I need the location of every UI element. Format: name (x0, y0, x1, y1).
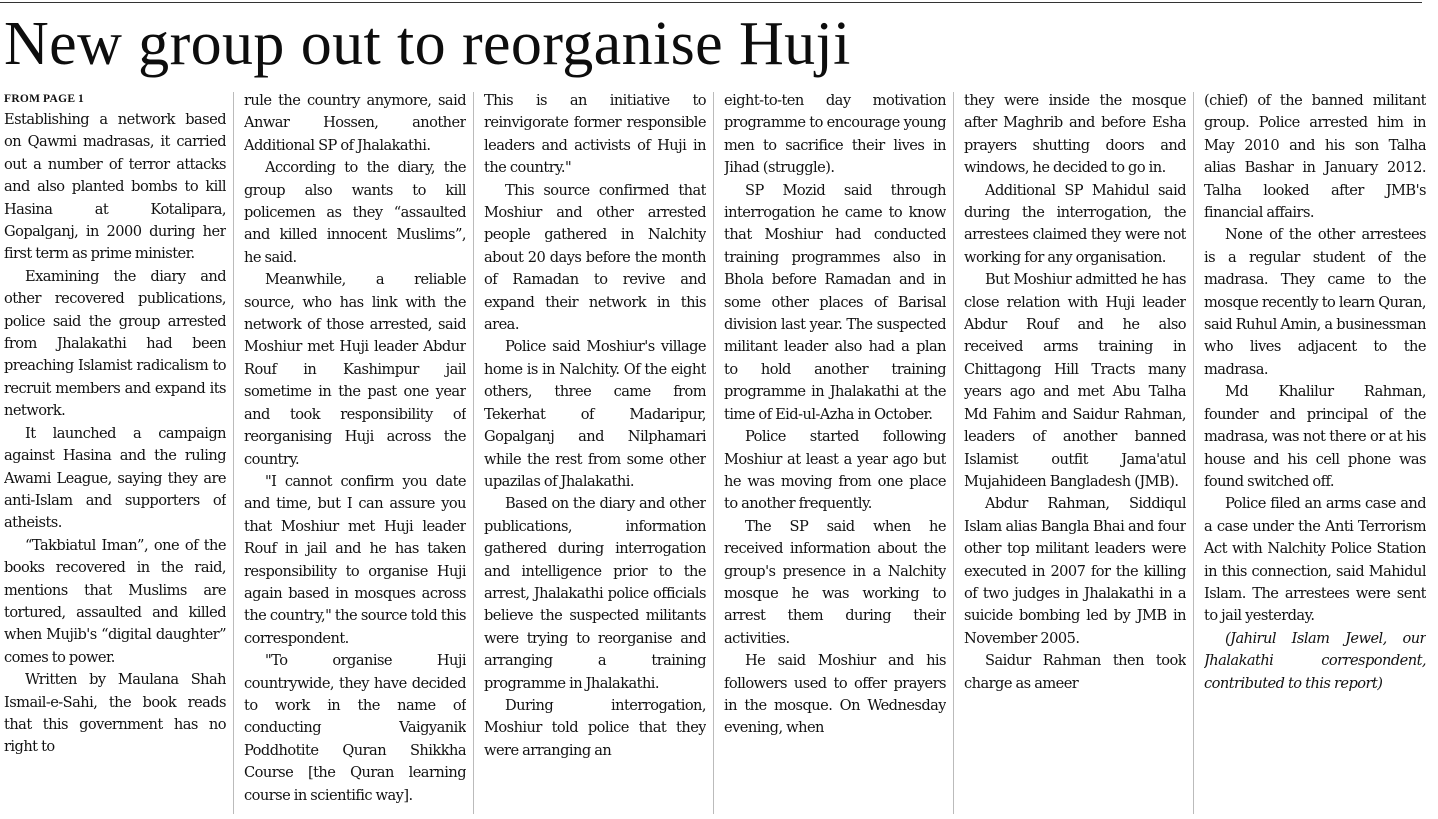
article-column-6 (1204, 90, 1426, 818)
paragraph: Saidur Rahman then took charge as ameer (964, 652, 1186, 692)
paragraph: The SP said when he received information about the group's presence in a Nalchity mosque he was working to arrest them during their activities. (724, 517, 946, 647)
article-column-5 (964, 90, 1186, 818)
article-column-3 (484, 90, 706, 818)
paragraph: eight-to-ten day motivation programme to encourage young men to sacrifice their lives in Jihad (struggle). (724, 92, 946, 177)
paragraph: "I cannot confirm you date and time, but I can assure you that Moshiur met Huji leader Rouf in jail and he has taken responsibility to organise Huji again based in mosques across the country," the source told this correspondent. (244, 472, 466, 647)
column-divider (713, 92, 714, 814)
paragraph: Police said Moshiur's village home is in Nalchity. Of the eight others, three came from Tekerhat of Madaripur, Gopalganj and Nilphamari while the rest from some other upazilas of Jhalakathi. (484, 338, 706, 490)
article-column-1 (4, 90, 226, 818)
paragraph: He said Moshiur and his followers used to offer prayers in the mosque. On Wednesday evening, when (724, 652, 946, 737)
column-divider (233, 92, 234, 814)
column-divider (473, 92, 474, 814)
article-column-2 (244, 90, 466, 818)
paragraph: rule the country anymore, said Anwar Hossen, another Additional SP of Jhalakathi. (244, 92, 466, 154)
paragraph: "To organise Huji countrywide, they have decided to work in the name of conducting Vaigyanik Poddhotite Quran Shikkha Course [the Quran learning course in scientific way]. (244, 652, 466, 804)
top-rule (0, 2, 1422, 3)
paragraph: This source confirmed that Moshiur and other arrested people gathered in Nalchity about 20 days before the month of Ramadan to revive and expand their network in this area. (484, 181, 706, 334)
paragraph: they were inside the mosque after Maghrib and before Esha prayers shutting doors and windows, he decided to go in. (964, 92, 1186, 177)
paragraph: Police started following Moshiur at least a year ago but he was moving from one place to another frequently. (724, 428, 946, 513)
paragraph: (chief) of the banned militant group. Police arrested him in May 2010 and his son Talha alias Bashar in January 2012. Talha looked after JMB's financial affairs. (1204, 92, 1426, 222)
paragraph: Abdur Rahman, Siddiqul Islam alias Bangla Bhai and four other top militant leaders were executed in 2007 for the killing of two judges in Jhalakathi in a suicide bombing led by JMB in November 2005. (964, 495, 1186, 647)
column-divider (1193, 92, 1194, 814)
paragraph: Additional SP Mahidul said during the interrogation, the arrestees claimed they were not working for any organisation. (964, 181, 1186, 266)
column-divider (953, 92, 954, 814)
paragraph: Md Khalilur Rahman, founder and principal of the madrasa, was not there or at his house and his cell phone was found switched off. (1204, 383, 1426, 490)
reporter-credit: (Jahirul Islam Jewel, our Jhalakathi correspondent, contributed to this report) (1204, 629, 1426, 692)
paragraph: Based on the diary and other publications, information gathered during interrogation and intelligence prior to the arrest, Jhalakathi police officials believe the suspected militants were trying to reorganise and arranging a training programme in Jhalakathi. (484, 495, 706, 692)
paragraph: SP Mozid said through interrogation he came to know that Moshiur had conducted training programmes also in Bhola before Ramadan and in some other places of Barisal division last year. The suspected militant leader also had a plan to hold another training programme in Jhalakathi at the time of Eid-ul-Azha in October. (724, 181, 946, 423)
paragraph: Meanwhile, a reliable source, who has link with the network of those arrested, said Moshiur met Huji leader Abdur Rouf in Kashimpur jail sometime in the past one year and took responsibility of reorganising Huji across the country. (244, 271, 466, 468)
headline: New group out to reorganise Huji (4, 10, 851, 78)
paragraph: None of the other arrestees is a regular student of the madrasa. They came to the mosque recently to learn Quran, said Ruhul Amin, a businessman who lives adjacent to the madrasa. (1204, 226, 1426, 378)
paragraph: But Moshiur admitted he has close relation with Huji leader Abdur Rouf and he also received arms training in Chittagong Hill Tracts many years ago and met Abu Talha Md Fahim and Saidur Rahman, leaders of another banned Islamist outfit Jama'atul Mujahideen Bangladesh (JMB). (964, 271, 1186, 490)
paragraph: It launched a campaign against Hasina and the ruling Awami League, saying they are anti-Islam and supporters of atheists. (4, 424, 226, 532)
paragraph: Establishing a network based on Qawmi madrasas, it carried out a number of terror attacks and also planted bombs to kill Hasina at Kotalipara, Gopalganj, in 2000 during her first term as prime minister. (4, 111, 226, 263)
paragraph: During interrogation, Moshiur told police that they were arranging an (484, 696, 706, 759)
continuation-kicker: FROM PAGE 1 (4, 93, 85, 105)
paragraph: Written by Maulana Shah Ismail-e-Sahi, the book reads that this government has no right to (4, 671, 226, 756)
paragraph: “Takbiatul Iman”, one of the books recovered in the raid, mentions that Muslims are tortured, assaulted and killed when Mujib's “digital daughter” comes to power. (4, 536, 226, 666)
paragraph: Examining the diary and other recovered publications, police said the group arrested from Jhalakathi had been preaching Islamist radicalism to recruit members and expand its network. (4, 267, 226, 420)
article-column-4 (724, 90, 946, 818)
paragraph: This is an initiative to reinvigorate former responsible leaders and activists of Huji in the country." (484, 92, 706, 177)
paragraph: Police filed an arms case and a case under the Anti Terrorism Act with Nalchity Police Station in this connection, said Mahidul Islam. The arrestees were sent to jail yesterday. (1204, 495, 1426, 625)
paragraph: According to the diary, the group also wants to kill policemen as they “assaulted and killed innocent Muslims”, he said. (244, 159, 466, 266)
